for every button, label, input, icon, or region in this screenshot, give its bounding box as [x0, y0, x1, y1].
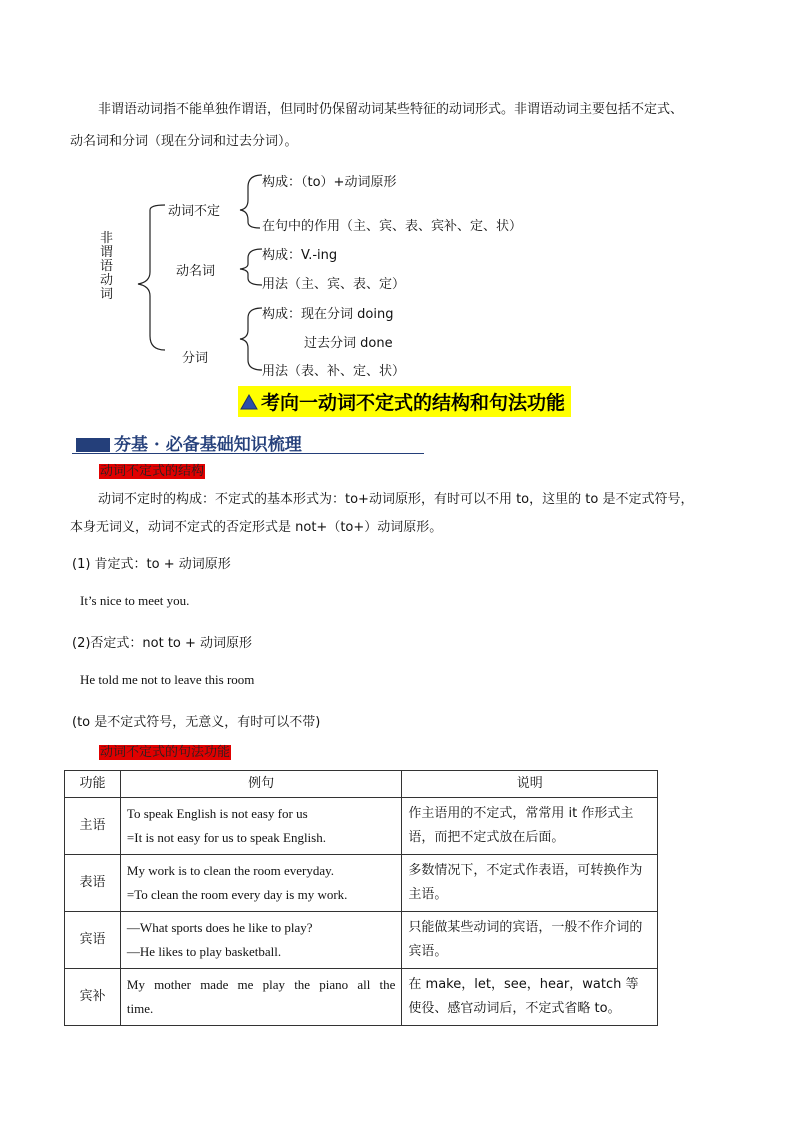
- section-title: [238, 386, 571, 417]
- table-cell-note: 只能做某些动词的宾语，一般不作介词的宾语。: [402, 912, 658, 969]
- section-title-text: 考向一动词不定式的结构和句法功能: [261, 392, 566, 414]
- table-cell-note: 在 make，let，see，hear，watch 等使役、感官动词后，不定式省略 to。: [402, 969, 658, 1026]
- tree-root-char: 词: [100, 287, 114, 302]
- negative-form-label: (2)否定式：not to + 动词原形: [72, 636, 253, 651]
- tree-participle-label: 分词: [182, 351, 209, 366]
- tree-brackets: [0, 0, 794, 390]
- intro-line-2: 动名词和分词（现在分词和过去分词）。: [70, 134, 298, 149]
- table-row: [65, 912, 658, 969]
- example-line: —He likes to play basketball.: [126, 944, 282, 959]
- tree-root-char: 语: [100, 259, 114, 274]
- banner-underline: [72, 453, 424, 454]
- example-line: —What sports does he like to play?: [126, 920, 313, 935]
- tree-root-char: 谓: [100, 245, 114, 260]
- example-line: My mother made me play the piano all the: [126, 977, 396, 992]
- table-row: [65, 969, 658, 1026]
- table-header: 说明: [402, 771, 658, 798]
- tree-participle-form: 构成：现在分词 doing: [262, 307, 394, 322]
- to-note: (to 是不定式符号，无意义，有时可以不带): [72, 715, 321, 730]
- positive-example: It’s nice to meet you.: [80, 593, 190, 608]
- tree-participle-use: 用法（表、补、定、状）: [262, 364, 406, 379]
- example-line: time.: [126, 1001, 154, 1016]
- tree-root: [100, 232, 114, 302]
- banner-bar: [76, 438, 110, 452]
- table-row: [65, 798, 658, 855]
- tree-root-char: 动: [100, 273, 114, 288]
- tree-infinitive-form: 构成：（to）+动词原形: [262, 175, 397, 190]
- table-cell-example: [120, 969, 402, 1026]
- table-cell-example: [120, 798, 402, 855]
- heading-structure-text: 动词不定式的结构: [100, 464, 205, 479]
- structure-line-2: 本身无词义，动词不定式的否定形式是 not+（to+）动词原形。: [70, 520, 443, 535]
- heading-functions-text: 动词不定式的句法功能: [100, 745, 231, 760]
- example-line: My work is to clean the room everyday.: [126, 863, 335, 878]
- table-cell-function: 宾补: [65, 969, 121, 1026]
- tree-infinitive-label: 动词不定: [168, 204, 221, 219]
- table-cell-example: [120, 855, 402, 912]
- table-row: [65, 855, 658, 912]
- tree-gerund-form: 构成：V.-ing: [262, 248, 338, 263]
- tree-root-char: 非: [100, 231, 114, 246]
- tree-gerund-use: 用法（主、宾、表、定）: [262, 277, 406, 292]
- tree-gerund-label: 动名词: [176, 264, 216, 279]
- intro-line-1: 非谓语动词指不能单独作谓语，但同时仍保留动词某些特征的动词形式。非谓语动词主要包括不定式、: [98, 102, 684, 117]
- tree-participle-form2: 过去分词 done: [304, 336, 393, 351]
- table-header: 功能: [65, 771, 121, 798]
- triangle-icon: [240, 394, 258, 410]
- table-cell-function: 主语: [65, 798, 121, 855]
- table-header: 例句: [120, 771, 402, 798]
- table-cell-example: [120, 912, 402, 969]
- structure-line-1: 动词不定时的构成：不定式的基本形式为：to+动词原形，有时可以不用 to，这里的 to 是不定式符号，: [98, 492, 694, 507]
- example-line: =To clean the room every day is my work.: [126, 887, 348, 902]
- banner-text: 夯基 · 必备基础知识梳理: [114, 435, 302, 455]
- table-cell-function: 表语: [65, 855, 121, 912]
- table-cell-function: 宾语: [65, 912, 121, 969]
- example-line: =It is not easy for us to speak English.: [126, 830, 326, 845]
- example-line: To speak English is not easy for us: [126, 806, 308, 821]
- heading-functions: [99, 744, 231, 762]
- negative-example: He told me not to leave this room: [80, 672, 255, 687]
- table-header-row: [65, 771, 658, 798]
- positive-form-label: (1) 肯定式：to + 动词原形: [72, 557, 231, 572]
- banner: [72, 430, 424, 456]
- heading-structure: [99, 463, 205, 481]
- table-cell-note: 作主语用的不定式，常常用 it 作形式主语，而把不定式放在后面。: [402, 798, 658, 855]
- function-table: [64, 770, 658, 1026]
- tree-infinitive-use: 在句中的作用（主、宾、表、宾补、定、状）: [262, 219, 523, 234]
- table-cell-note: 多数情况下，不定式作表语，可转换作为主语。: [402, 855, 658, 912]
